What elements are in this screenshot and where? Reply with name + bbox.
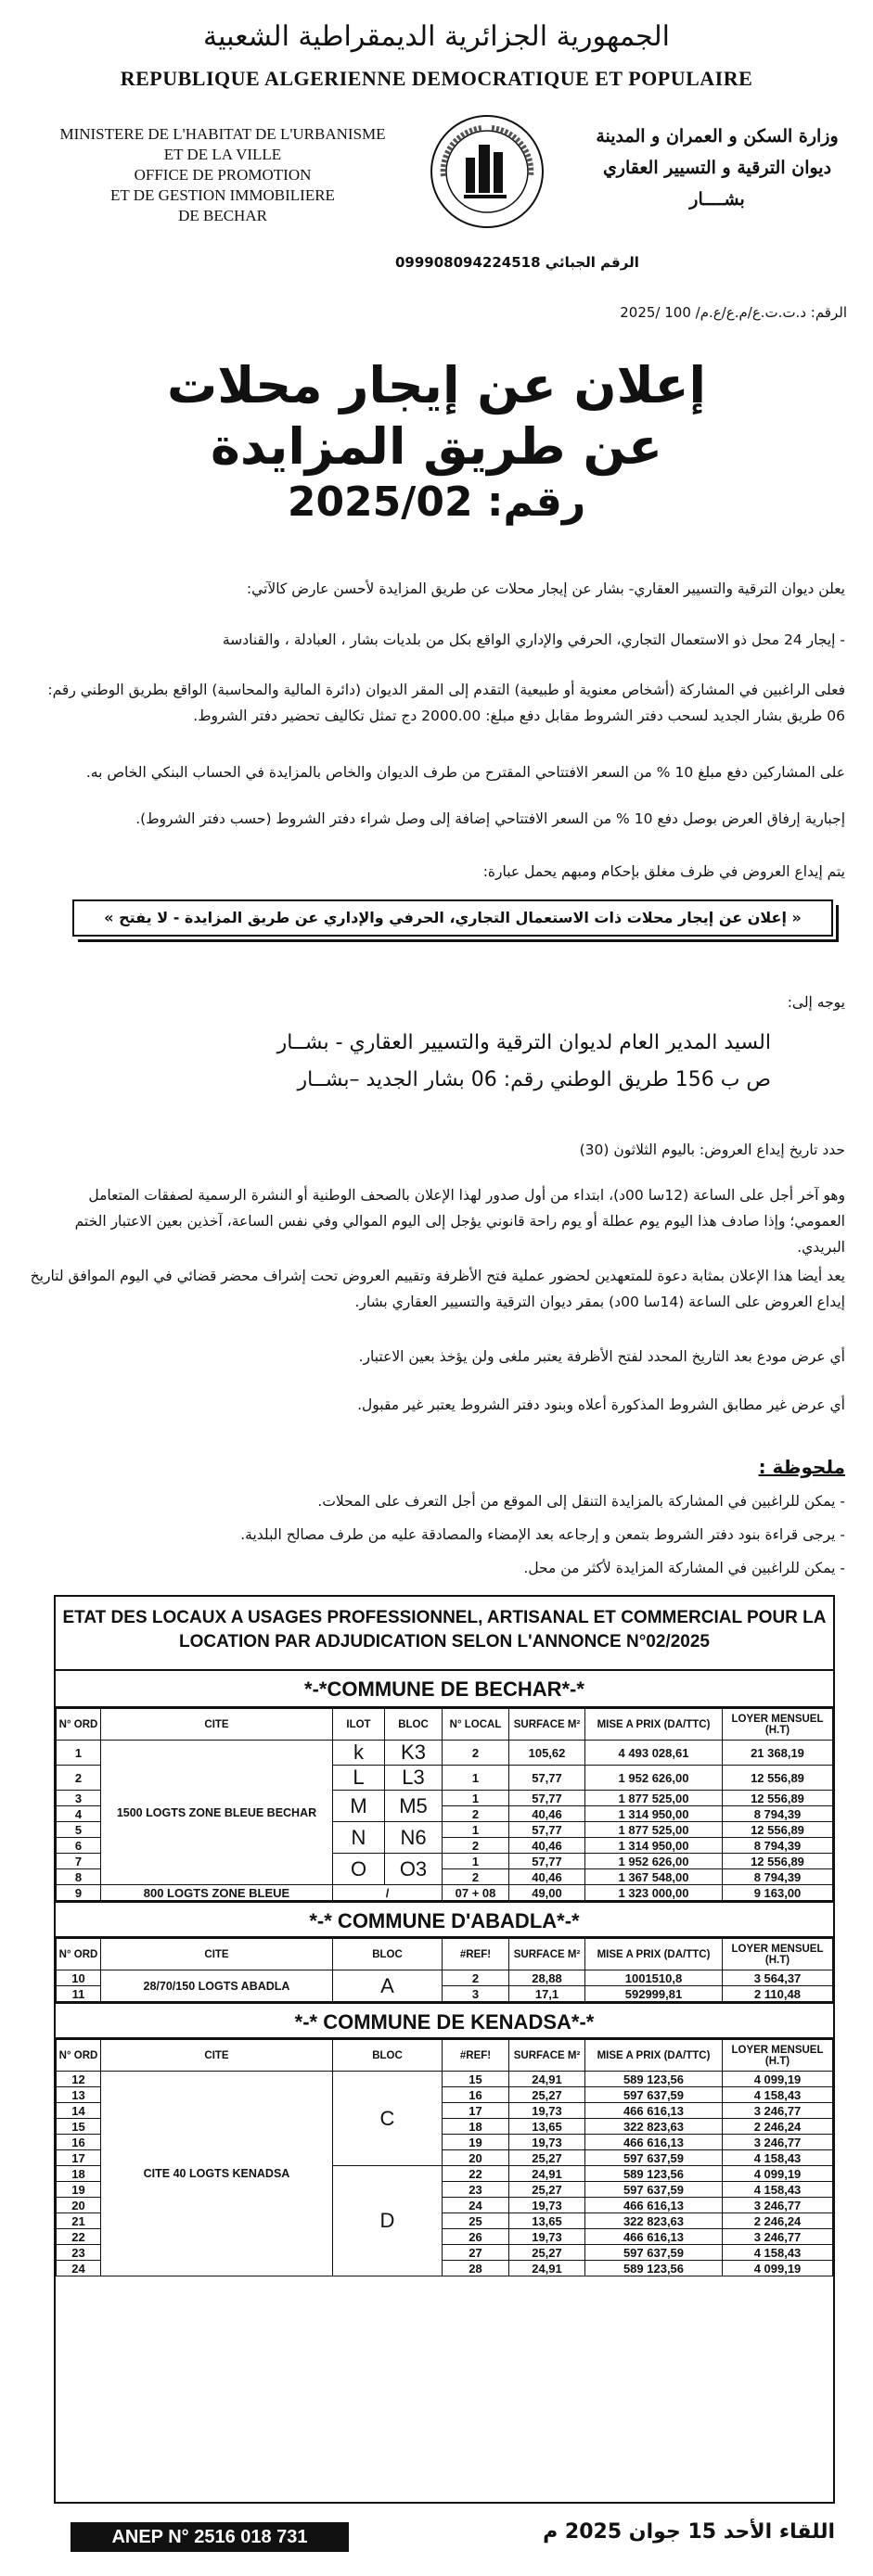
cell: 592999,81 [585,1986,723,2002]
cell: 25 [443,2213,509,2229]
cell: 9 163,00 [723,1885,833,1901]
cell: 27 [443,2245,509,2261]
deadline: حدد تاريخ إيداع العروض: باليوم الثلاثون (30) [579,1141,845,1158]
cell: L [333,1766,385,1791]
table-header-row [57,1709,833,1741]
ministry-fr-line: OFFICE DE PROMOTION [134,166,312,184]
cell: D [333,2166,443,2276]
cell: 12 556,89 [723,1854,833,1869]
cell: A [333,1970,443,2002]
cell: N [333,1822,385,1854]
cell: / [333,1885,443,1901]
commune-abadla-heading: *-* COMMUNE D'ABADLA*-* [56,1901,833,1938]
table-row [57,1885,833,1901]
cell: 2 [443,1838,509,1854]
cell: 2 246,24 [723,2213,833,2229]
cell: C [333,2072,443,2166]
column-header: ILOT [333,1709,385,1741]
cell: 24 [443,2198,509,2213]
cell: 12 556,89 [723,1766,833,1791]
column-header: LOYER MENSUEL (H.T) [723,1709,833,1741]
cell: 13,65 [509,2213,585,2229]
cell: 597 637,59 [585,2087,723,2103]
cell: 6 [57,1838,101,1854]
cell: 1 323 000,00 [585,1885,723,1901]
cell: 1 [443,1791,509,1806]
ministry-french [28,124,417,226]
cell: 322 823,63 [585,2213,723,2229]
cell: 1500 LOGTS ZONE BLEUE BECHAR [101,1741,333,1885]
cell: 1 [443,1854,509,1869]
cell: 19,73 [509,2198,585,2213]
cell: 28/70/150 LOGTS ABADLA [101,1970,333,2002]
cell: 19 [57,2182,101,2198]
ministry-ar-line: ديوان الترقية و التسيير العقاري [602,158,832,178]
cell: 466 616,13 [585,2103,723,2119]
cell: 18 [443,2119,509,2135]
column-header: #REF! [443,2040,509,2072]
cell: 597 637,59 [585,2150,723,2166]
cell: 19,73 [509,2103,585,2119]
cell: 8 794,39 [723,1806,833,1822]
cell: 23 [57,2245,101,2261]
opgi-logo-icon [427,111,547,232]
bechar-table [56,1708,833,1901]
ministry-fr-line: MINISTERE DE L'HABITAT DE L'URBANISME [59,125,386,143]
cell: 8 794,39 [723,1869,833,1885]
column-header: N° ORD [57,1939,101,1970]
cell: 3 [57,1791,101,1806]
table-row [57,2072,833,2087]
cell: 1 877 525,00 [585,1791,723,1806]
cell: 16 [57,2135,101,2150]
page-footer [54,2517,835,2556]
cell: 17,1 [509,1986,585,2002]
cell: 57,77 [509,1854,585,1869]
cell: O [333,1854,385,1885]
title-line-3: رقم: 2025/02 [287,478,586,526]
cell: 466 616,13 [585,2229,723,2245]
cell: 5 [57,1822,101,1838]
column-header: N° ORD [57,1709,101,1741]
cell: 57,77 [509,1822,585,1838]
cell: M [333,1791,385,1822]
ministry-fr-line: DE BECHAR [178,207,267,224]
reference-number: الرقم: د.ت.ت.ع/م.ع/ع.م/ 100 /2025 [620,304,847,321]
cell: 1 952 626,00 [585,1766,723,1791]
cell: 19,73 [509,2135,585,2150]
cell: 57,77 [509,1791,585,1806]
cell: 12 556,89 [723,1822,833,1838]
column-header: SURFACE M² [509,1939,585,1970]
cell: 4 158,43 [723,2182,833,2198]
column-header: BLOC [385,1709,443,1741]
title-line-1: إعلان عن إيجار محلات [166,356,707,414]
republic-french: REPUBLIQUE ALGERIENNE DEMOCRATIQUE ET POPULAIRE [120,67,753,90]
ministry-ar-line: بشــــار [689,189,745,210]
cell: 24,91 [509,2072,585,2087]
cell: 21 368,19 [723,1741,833,1766]
column-header: N° ORD [57,2040,101,2072]
cell: 8 794,39 [723,1838,833,1854]
newspaper-date: اللقاء الأحد 15 جوان 2025 م [543,2520,835,2544]
cell: 22 [443,2166,509,2182]
paragraph-noncompliant: أي عرض غير مطابق الشروط المذكورة أعلاه وبنود دفتر الشروط يعتبر غير مقبول. [357,1396,845,1413]
table-row [57,1970,833,1986]
ministry-fr-line: ET DE GESTION IMMOBILIERE [110,186,335,204]
column-header: LOYER MENSUEL (H.T) [723,2040,833,2072]
cell: 15 [443,2072,509,2087]
cell: 49,00 [509,1885,585,1901]
tax-number: الرقم الجبائي 099908094224518 [395,254,639,271]
cell: 24,91 [509,2166,585,2182]
abadla-table [56,1938,833,2002]
cell: 589 123,56 [585,2261,723,2276]
cell: 40,46 [509,1869,585,1885]
cell: 2 [443,1806,509,1822]
cell: 12 556,89 [723,1791,833,1806]
cell: 4 099,19 [723,2072,833,2087]
paragraph-participants: فعلى الراغبين في المشاركة (أشخاص معنوية أو طبيعية) التقدم إلى المقر الديوان (دائرة المالية والمحاسبة) الواقع بطريق الوطني رقم: 06 طريق بشار الجديد لسحب دفتر الشروط مقابل دفع مبلغ: 2000.00 دج تمثل تكاليف تحضير دفتر الشروط. [47,682,845,724]
column-header: SURFACE M² [509,1709,585,1741]
column-header: BLOC [333,2040,443,2072]
cell: 4 [57,1806,101,1822]
cell: 2 [443,1869,509,1885]
cell: K3 [385,1741,443,1766]
column-header: SURFACE M² [509,2040,585,2072]
table-title: ETAT DES LOCAUX A USAGES PROFESSIONNEL, ARTISANAL ET COMMERCIAL POUR LA LOCATION PAR ADJUDICATION SELON L'ANNONCE N°02/2025 [56,1597,833,1671]
note-item: - يمكن للراغبين في المشاركة بالمزايدة التنقل إلى الموقع من أجل التعرف على المحلات. [317,1493,845,1510]
cell: 3 246,77 [723,2229,833,2245]
column-header: CITE [101,1709,333,1741]
cell: 4 493 028,61 [585,1741,723,1766]
paragraph-receipt: إجبارية إرفاق العرض بوصل دفع 10 % من السعر الافتتاحي إضافة إلى وصل شراء دفتر الشروط (حسب دفتر الشروط). [135,810,845,827]
cell: 4 099,19 [723,2261,833,2276]
cell: k [333,1741,385,1766]
cell: 10 [57,1970,101,1986]
cell: 4 099,19 [723,2166,833,2182]
column-header: #REF! [443,1939,509,1970]
cell: 3 [443,1986,509,2002]
cell: 26 [443,2229,509,2245]
cell: 3 246,77 [723,2135,833,2150]
cell: 22 [57,2229,101,2245]
title-line-2: عن طريق المزايدة [211,417,662,476]
table-header-row [57,2040,833,2072]
cell: CITE 40 LOGTS KENADSA [101,2072,333,2276]
paragraph-envelope: يتم إيداع العروض في ظرف مغلق بإحكام ومبهم يحمل عبارة: [482,863,845,880]
column-header: N° LOCAL [443,1709,509,1741]
cell: 2 [443,1970,509,1986]
cell: 2 246,24 [723,2119,833,2135]
column-header: MISE A PRIX (DA/TTC) [585,1709,723,1741]
cell: 20 [57,2198,101,2213]
cell: 18 [57,2166,101,2182]
cell: 25,27 [509,2150,585,2166]
cell: 19,73 [509,2229,585,2245]
cell: 1 314 950,00 [585,1806,723,1822]
column-header: LOYER MENSUEL (H.T) [723,1939,833,1970]
cell: 2 [443,1741,509,1766]
cell: 23 [443,2182,509,2198]
cell: 40,46 [509,1806,585,1822]
commune-kenadsa-heading: *-* COMMUNE DE KENADSA*-* [56,2002,833,2039]
column-header: MISE A PRIX (DA/TTC) [585,1939,723,1970]
cell: 14 [57,2103,101,2119]
cell: 466 616,13 [585,2135,723,2150]
cell: 21 [57,2213,101,2229]
cell: 57,77 [509,1766,585,1791]
column-header: MISE A PRIX (DA/TTC) [585,2040,723,2072]
addressed-to: يوجه إلى: [787,994,845,1011]
ministry-ar-line: وزارة السكن و العمران و المدينة [596,126,839,147]
cell: 1 367 548,00 [585,1869,723,1885]
address-line-2: ص ب 156 طريق الوطني رقم: 06 بشار الجديد –بشــار [297,1068,771,1091]
paragraph-intro: يعلن ديوان الترقية والتسيير العقاري- بشار عن إيجار محلات عن طريق المزايدة لأحسن عارض كالآتي: [246,580,845,597]
cell: 15 [57,2119,101,2135]
cell: L3 [385,1766,443,1791]
envelope-label-box: « إعلان عن إيجار محلات ذات الاستعمال التجاري، الحرفي والإداري عن طريق المزايدة - لا يفتح » [72,899,833,937]
cell: 16 [443,2087,509,2103]
cell: 3 564,37 [723,1970,833,1986]
cell: 25,27 [509,2245,585,2261]
cell: 12 [57,2072,101,2087]
paragraph-late: أي عرض مودع بعد التاريخ المحدد لفتح الأظرفة يعتبر ملغى ولن يؤخذ بعين الاعتبار. [358,1348,845,1365]
cell: 25,27 [509,2087,585,2103]
cell: 597 637,59 [585,2245,723,2261]
cell: 3 246,77 [723,2198,833,2213]
cell: 17 [57,2150,101,2166]
commune-bechar-heading: *-*COMMUNE DE BECHAR*-* [56,1671,833,1708]
cell: 40,46 [509,1838,585,1854]
cell: 1 [57,1741,101,1766]
cell: 13,65 [509,2119,585,2135]
cell: 8 [57,1869,101,1885]
cell: 28 [443,2261,509,2276]
cell: N6 [385,1822,443,1854]
cell: 11 [57,1986,101,2002]
cell: 2 [57,1766,101,1791]
cell: 589 123,56 [585,2166,723,2182]
cell: 597 637,59 [585,2182,723,2198]
cell: 17 [443,2103,509,2119]
cell: O3 [385,1854,443,1885]
note-item: - يرجى قراءة بنود دفتر الشروط بتمعن و إرجاعه بعد الإمضاء والمصادقة عليه من طرف مصالح البلدية. [240,1526,845,1543]
cell: 24 [57,2261,101,2276]
cell: 800 LOGTS ZONE BLEUE [101,1885,333,1901]
paragraph-opening: يعد أيضا هذا الإعلان بمثابة دعوة للمتعهدين لحضور عملية فتح الأظرفة وتقييم العروض تحت إشراف محضر قضائي في اليوم الموافق لتاريخ إيداع العروض على الساعة (14سا 00د) بمقر ديوان الترقية والتسيير العقاري بشار. [30,1268,845,1310]
ministry-fr-line: ET DE LA VILLE [163,146,282,163]
cell: 25,27 [509,2182,585,2198]
cell: 1 877 525,00 [585,1822,723,1838]
column-header: CITE [101,2040,333,2072]
cell: 19 [443,2135,509,2150]
cell: 1001510,8 [585,1970,723,1986]
anep-badge: ANEP N° 2516 018 731 [71,2522,349,2552]
cell: 13 [57,2087,101,2103]
republic-arabic: الجمهورية الجزائرية الديمقراطية الشعبية [203,20,670,53]
paragraph-deadline-detail: وهو آخر أجل على الساعة (12سا 00د)، ابتداء من أول صدور لهذا الإعلان بالصحف الوطنية أو النشرة الرسمية لصفقات المتعامل العمومي؛ وإذا صادف هذا اليوم يوم عطلة أو يوم راحة قانوني يؤجل إلى اليوم الموالي وفي نفس الساعة، آخذين بعين الاعتبار الختم البريدي. [74,1187,845,1256]
cell: 105,62 [509,1741,585,1766]
cell: 4 158,43 [723,2245,833,2261]
kenadsa-table [56,2039,833,2276]
cell: 07 + 08 [443,1885,509,1901]
cell: 1 [443,1822,509,1838]
address-line-1: السيد المدير العام لديوان الترقية والتسيير العقاري - بشــار [276,1031,771,1054]
note-item: - يمكن للراغبين في المشاركة المزايدة لأكثر من محل. [523,1560,845,1576]
cell: 1 [443,1766,509,1791]
cell: M5 [385,1791,443,1822]
cell: 466 616,13 [585,2198,723,2213]
premises-table [54,1595,835,2504]
cell: 589 123,56 [585,2072,723,2087]
cell: 20 [443,2150,509,2166]
cell: 24,91 [509,2261,585,2276]
table-row [57,1741,833,1766]
paragraph-rent: - إيجار 24 محل ذو الاستعمال التجاري، الحرفي والإداري الواقع بكل من بلديات بشار ، العبادلة ، والقنادسة [222,631,845,648]
cell: 9 [57,1885,101,1901]
cell: 2 110,48 [723,1986,833,2002]
table-header-row [57,1939,833,1970]
column-header: BLOC [333,1939,443,1970]
cell: 4 158,43 [723,2150,833,2166]
cell: 4 158,43 [723,2087,833,2103]
cell: 322 823,63 [585,2119,723,2135]
cell: 1 952 626,00 [585,1854,723,1869]
note-title: ملحوظة : [758,1456,845,1478]
cell: 3 246,77 [723,2103,833,2119]
cell: 7 [57,1854,101,1869]
column-header: CITE [101,1939,333,1970]
cell: 1 314 950,00 [585,1838,723,1854]
paragraph-payment: على المشاركين دفع مبلغ 10 % من السعر الافتتاحي المقترح من طرف الديوان والخاص بالمزايدة في الحساب البنكي الخاص به. [85,764,845,781]
ministry-arabic [578,121,856,215]
cell: 28,88 [509,1970,585,1986]
